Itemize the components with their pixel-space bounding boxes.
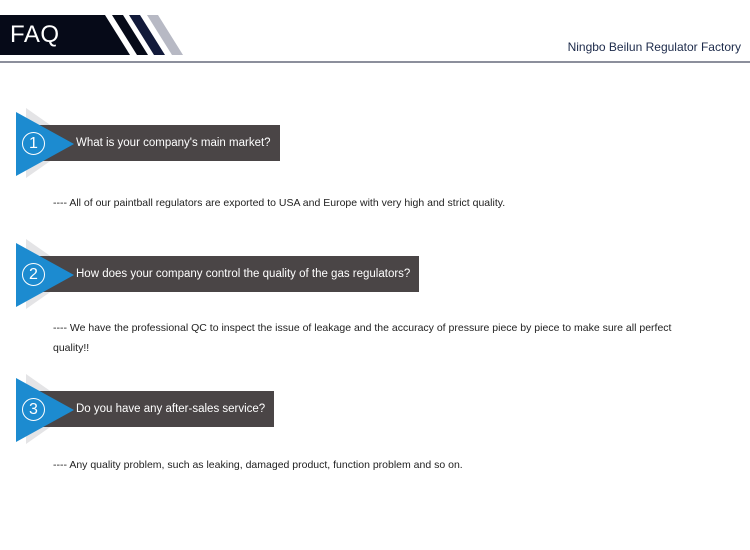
question-text: How does your company control the quality of the gas regulators? xyxy=(76,268,411,280)
question-text: Do you have any after-sales service? xyxy=(76,403,266,415)
header-divider xyxy=(0,61,750,63)
answer-text: ---- All of our paintball regulators are exported to USA and Europe with very high and strict quality. xyxy=(53,197,506,209)
answer-text: ---- Any quality problem, such as leaking, damaged product, function problem and so on. xyxy=(53,459,463,471)
answer-text: ---- We have the professional QC to inspect the issue of leakage and the accuracy of pressure piece by piece to make sure all perfect quality!! xyxy=(53,322,672,354)
page-header xyxy=(0,0,750,64)
page-title: FAQ xyxy=(10,21,60,48)
company-name: Ningbo Beilun Regulator Factory xyxy=(567,40,741,54)
question-text: What is your company's main market? xyxy=(76,137,271,149)
question-bar xyxy=(38,256,419,292)
question-bar xyxy=(38,125,280,161)
circled-number-icon: 1 xyxy=(22,132,45,155)
circled-number-icon: 3 xyxy=(22,398,45,421)
circled-number-icon: 2 xyxy=(22,263,45,286)
question-bar xyxy=(38,391,274,427)
